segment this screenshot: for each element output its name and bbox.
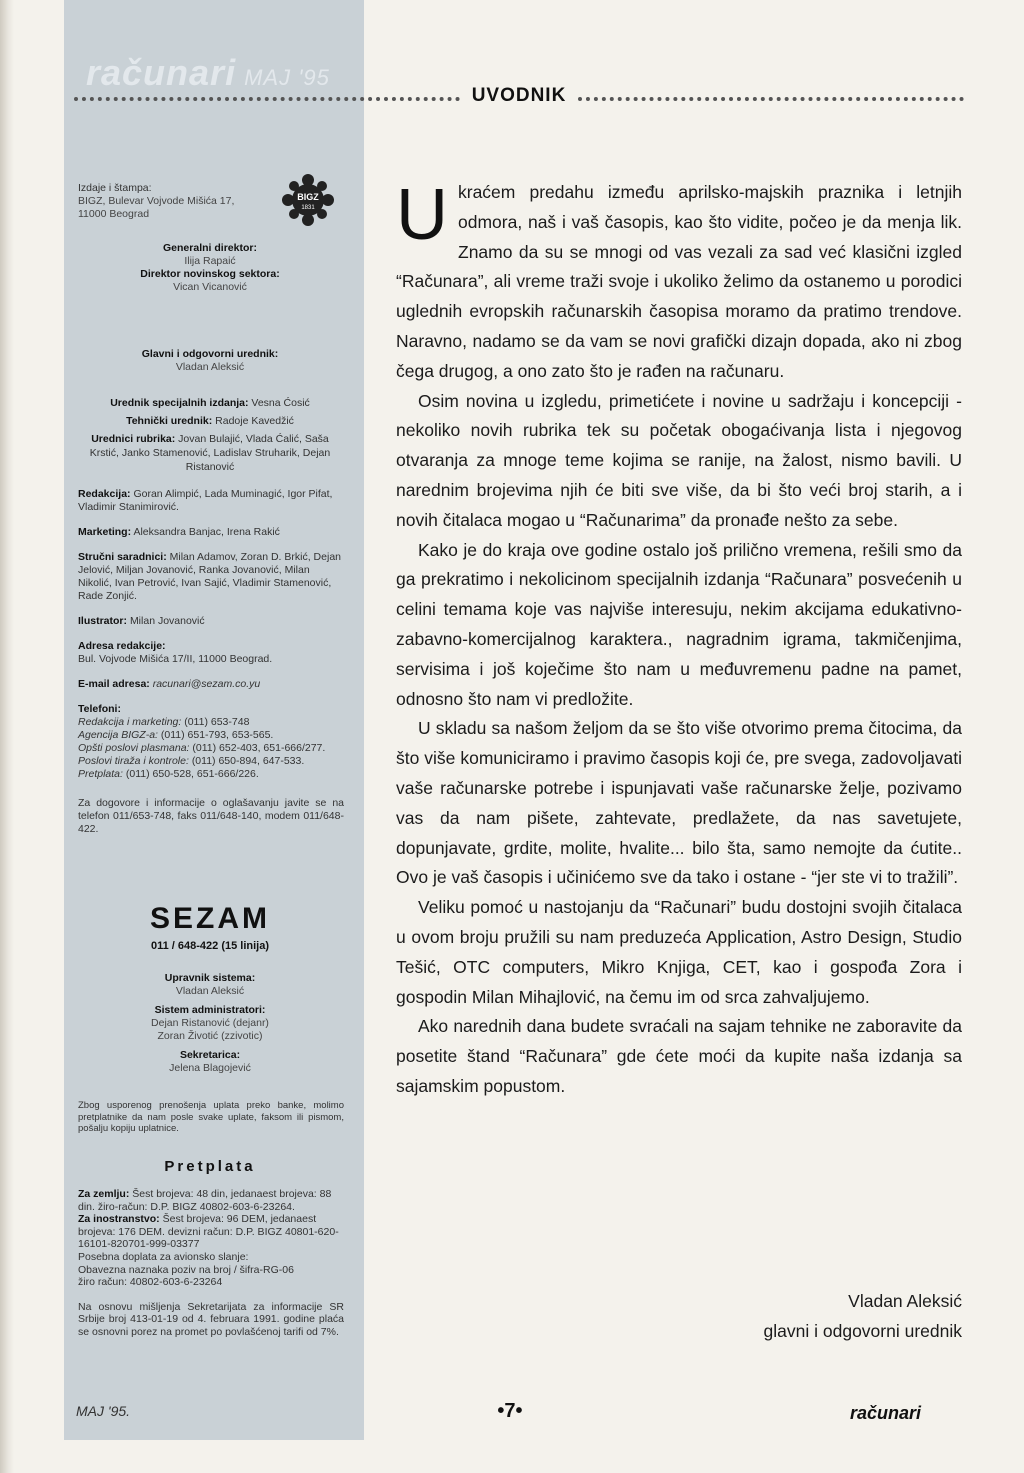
editorial-article <box>396 175 962 1102</box>
phone-row: Redakcija i marketing: (011) 653-748 <box>78 716 250 728</box>
admin-name: Dejan Ristanović (dejanr) <box>151 1017 269 1029</box>
general-director-role: Generalni direktor: <box>163 242 257 254</box>
section-title: UVODNIK <box>471 85 567 106</box>
abroad-role: Za inostranstvo: <box>78 1213 160 1226</box>
chief-editor-role: Glavni i odgovorni urednik: <box>141 348 279 360</box>
airmail-line: žiro račun: 40802-603-6-23264 <box>78 1276 223 1289</box>
technical-editor-name: Radoje Kavedžić <box>215 415 294 427</box>
article-paragraph: Osim novina u izgledu, primetićete i novine u sadržaju i koncepciji - nekoliko novih rubrika tek su početak obogaćivanja lista i njegovog otvaranja za mnoge teme kojima se ranije, na žalost, nismo bavili. U narednim brojevima njih će biti sve više, da bi što veći broj starih, a i novih čitalaca mogao u “Računarima” da pronađe nešto za sebe. <box>396 390 962 530</box>
address-text: Bul. Vojvode Mišića 17/II, 11000 Beograd. <box>78 653 273 665</box>
sezam-staff <box>76 972 344 1075</box>
masthead-brand: računari <box>86 52 237 93</box>
editors-block <box>76 396 344 474</box>
secretary-name: Jelena Blagojević <box>169 1062 251 1074</box>
tax-note: Na osnovu mišljenja Sekretarijata za informacije SR Srbije broj 413-01-19 od 4. februara 1991. godine plaća se osnovni porez na promet po povlašćenoj tarifi od 7%. <box>78 1300 344 1338</box>
airmail-line: Obavezna naznaka poziv na broj / šifra-RG-06 <box>78 1263 294 1276</box>
marketing-role: Marketing: <box>78 526 132 538</box>
admin-name: Zoran Životić (zzivotic) <box>157 1030 263 1042</box>
article-paragraph: Ukraćem predahu između aprilsko-majskih praznika i letnjih odmora, naš i vaš časopis, kao što vidite, počeo je da menja lik. Znamo da su se mnogi od vas vezali za sad već klasični izgled “Računara”, ali vreme traži svoje i ukoliko želimo da ostanemo u porodici uglednih evropskih računarskih časopisa moramo da pratimo trendove. Naravno, nadamo se da vam se novi grafički dizajn dopada, ako ni zbog čega drugog, a ono zato što je rađen na računaru. <box>396 175 962 381</box>
special-editions-name: Vesna Ćosić <box>251 397 310 409</box>
drop-cap: U <box>396 175 448 255</box>
technical-editor-role: Tehnički urednik: <box>126 415 213 427</box>
marketing-names: Aleksandra Banjac, Irena Rakić <box>133 526 280 538</box>
article-paragraph: Veliku pomoć u nastojanju da “Računari” budu dostojni svojih čitalaca u ovom broju pružili su nam preduzeća Application, Astro Design, Studio Tešić, OTC computers, Mikro Knjiga, CET, kao i gospođa Zora i gospodin Milan Mihajlović, na čemu im od srca zahvaljujemo. <box>396 897 962 1007</box>
secretary-role: Sekretarica: <box>179 1049 241 1061</box>
sysop-name: Vladan Aleksić <box>175 985 245 997</box>
signature-title: glavni i odgovorni urednik <box>763 1321 962 1341</box>
sezam-phone: 011 / 648-422 (15 linija) <box>150 940 270 952</box>
special-editions-role: Urednik specijalnih izdanja: <box>110 397 249 409</box>
sector-director-role: Direktor novinskog sektora: <box>140 268 280 280</box>
domestic-role: Za zemlju: <box>78 1188 130 1200</box>
phone-row: Pretplata: (011) 650-528, 651-666/226. <box>78 768 259 780</box>
ads-note: Za dogovore i informacije o oglašavanju javite se na telefon 011/653-748, faks 011/648-140, modem 011/648-422. <box>78 797 344 835</box>
illustrator-role: Ilustrator: <box>78 615 128 627</box>
associates-names: Milan Adamov, Zoran D. Brkić, Dejan Jelović, Miljan Jovanović, Ranka Jovanović, Milan Nikolić, Ivan Petrović, Ivan Sajić, Vladimir Stamenović, Rade Zonjić. <box>78 551 341 602</box>
directors-block <box>76 242 344 294</box>
footer-issue: MAJ '95. <box>76 1403 131 1419</box>
chief-editor-block <box>76 348 344 374</box>
article-paragraph: Kako je do kraja ove godine ostalo još prilično vremena, rešili smo da ga prekratimo i nekolicinom specijalnih izdanja “Računara” posvećenih u celini temama koje vas najviše interesuju, nekim akcijama edukativno-zabavno-komercijalnog karaktera., nagradnim igrama, takmičenjima, servisima i još koječime što nam u međuvremenu padne na pamet, odnosno što nam vi predložite. <box>396 539 962 709</box>
logo-year: 1831 <box>301 205 315 211</box>
phone-row: Agencija BIGZ-a: (011) 651-793, 653-565. <box>78 729 274 741</box>
sezam-title: SEZAM <box>150 902 270 935</box>
payment-note: Zbog usporenog prenošenja uplata preko banke, molimo pretplatnike da nam posle svake uplate, faksom ili pismom, pošalju kopiju uplatnice. <box>78 1100 344 1134</box>
subscription-title: Pretplata <box>164 1158 256 1175</box>
abroad-text: Šest brojeva: 96 DEM, jedanaest brojeva: 176 DEM. devizni račun: D.P. BIGZ 40801-620-16101-820701-999-03377 <box>78 1213 339 1251</box>
section-editors-names: Jovan Bulajić, Vlada Ćalić, Saša Krstić, Janko Stamenović, Ladislav Struharik, Dejan Ristanović <box>89 433 331 473</box>
airmail-line: Posebna doplata za avionsko slanje: <box>78 1250 249 1263</box>
publisher-line-1: BIGZ, Bulevar Vojvode Mišića 17, <box>78 195 235 207</box>
chief-editor-name: Vladan Aleksić <box>175 361 245 373</box>
publisher-line-2: 11000 Beograd <box>78 208 150 220</box>
logo-text: BIGZ <box>297 192 319 202</box>
sysop-role: Upravnik sistema: <box>164 972 256 984</box>
publisher-block <box>78 182 278 221</box>
domestic-text: Šest brojeva: 48 din, jedanaest brojeva: 88 din. žiro-račun: D.P. BIGZ 40802-603-6-23264. <box>78 1188 332 1213</box>
sector-director-name: Vican Vicanović <box>173 281 247 293</box>
subscription-block <box>78 1188 344 1339</box>
page-edge <box>0 0 14 1473</box>
phone-row: Opšti poslovi plasmana: (011) 652-403, 651-666/277. <box>78 742 326 754</box>
editorial-role: Redakcija: <box>78 488 131 500</box>
phones-label: Telefoni: <box>78 703 121 715</box>
admins-role: Sistem administratori: <box>154 1004 266 1016</box>
publisher-label: Izdaje i štampa: <box>78 182 152 194</box>
article-paragraph: Ako narednih dana budete svraćali na sajam tehnike ne zaboravite da posetite štand “Računara” gde ćete moći da kupite naša izdanja sa sajamskim popustom. <box>396 1016 962 1096</box>
editorial-names: Goran Alimpić, Lada Muminagić, Igor Pifat, Vladimir Stanimirović. <box>78 488 333 513</box>
section-header <box>74 82 964 110</box>
footer-brand: računari <box>850 1403 922 1423</box>
general-director-name: Ilija Rapaić <box>184 255 236 267</box>
signature-name: Vladan Aleksić <box>848 1291 962 1311</box>
page-number: •7• <box>497 1400 523 1422</box>
associates-role: Stručni saradnici: <box>78 551 167 563</box>
signature <box>764 1286 962 1346</box>
bigz-logo-icon <box>280 172 336 228</box>
article-paragraph: U skladu sa našom željom da se što više otvorimo prema čitocima, da što više komuniciramo i pravimo časopis koji će, pre svega, zadovoljavati vaše računarske potrebe i ispunjavati vaše računarske želje, pozivamo vas da nam pišete, zahtevate, predlažete, da nas savetujete, dopunjavate, grdite, molite, hvalite... bilo šta, samo nemojte da ćutite.. Ovo je vaš časopis i učinićemo sve da tako i ostane - “jer ste vi to tražili”. <box>396 718 962 888</box>
address-role: Adresa redakcije: <box>78 640 166 652</box>
masthead-month: MAJ '95 <box>244 65 330 90</box>
staff-block <box>78 488 344 836</box>
email-address: racunari@sezam.co.yu <box>152 678 261 690</box>
email-role: E-mail adresa: <box>78 678 150 690</box>
section-editors-role: Urednici rubrika: <box>91 433 176 445</box>
illustrator-name: Milan Jovanović <box>129 615 205 627</box>
phone-row: Poslovi tiraža i kontrole: (011) 650-894, 647-533. <box>78 755 305 767</box>
